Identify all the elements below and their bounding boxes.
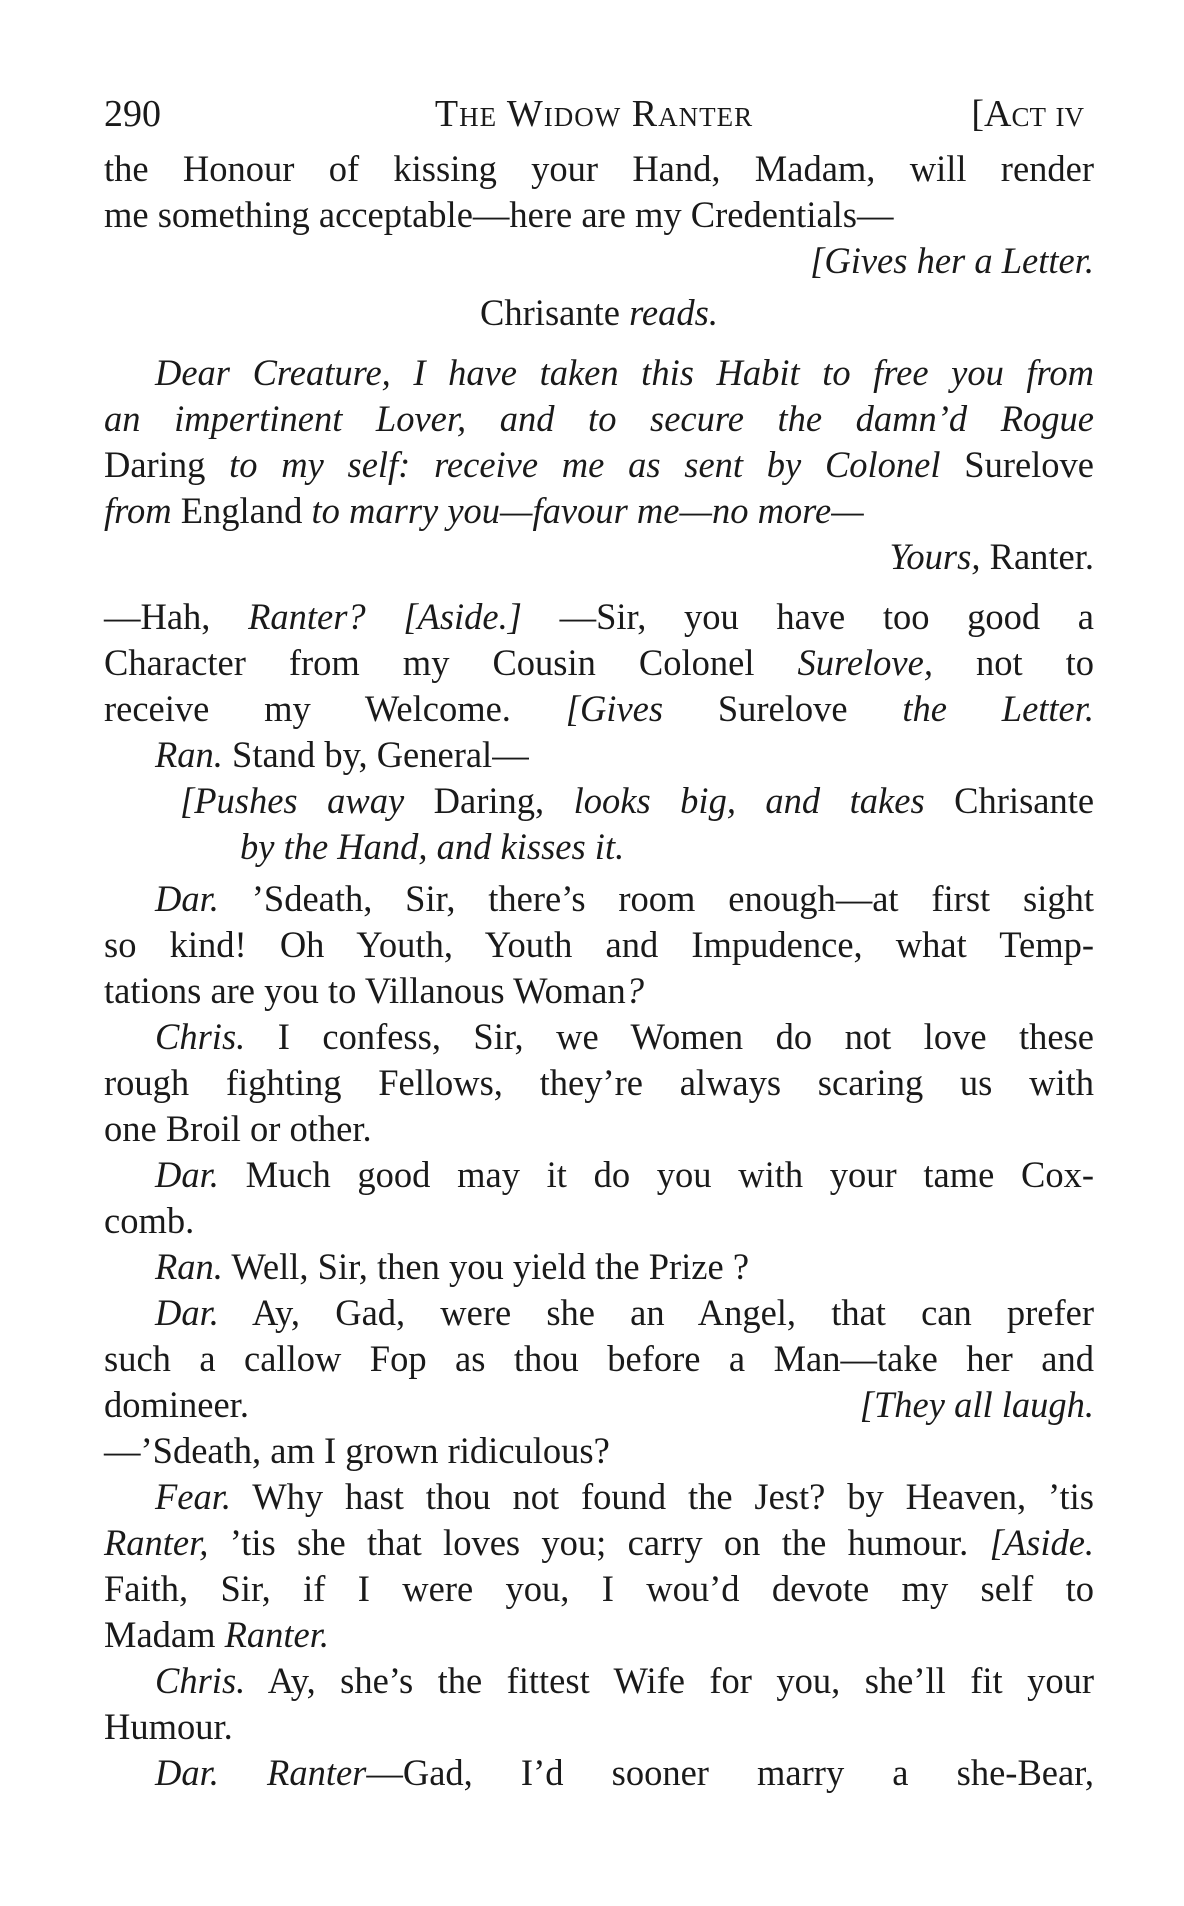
text-line: rough fighting Fellows, they’re always scaring us with <box>104 1062 1094 1103</box>
text-line: tations are you to Villanous Woman? <box>104 970 644 1011</box>
text-line: the Honour of kissing your Hand, Madam, will render <box>104 148 1094 189</box>
text-line: Character from my Cousin Colonel Surelove, not to <box>104 642 1095 683</box>
letter-line: Daring to my self: receive me as sent by Colonel Surelove <box>104 444 1095 485</box>
stage-direction: Chrisante reads. <box>480 292 718 333</box>
speech-line: Dar. Much good may it do you with your tame Cox- <box>155 1154 1094 1195</box>
letter-line: an impertinent Lover, and to secure the damn’d Rogue <box>104 398 1094 439</box>
running-title: The Widow Ranter <box>434 93 754 135</box>
stage-direction: by the Hand, and kisses it. <box>240 826 625 867</box>
text-line: —Hah, Ranter? [Aside.] —Sir, you have too good a <box>104 596 1095 637</box>
text-line: Humour. <box>104 1706 233 1747</box>
page-number: 290 <box>104 93 161 135</box>
text-line: —’Sdeath, am I grown ridiculous? <box>104 1430 610 1471</box>
speech-line: Chris. I confess, Sir, we Women do not love these <box>155 1016 1094 1057</box>
text-line: such a callow Fop as thou before a Man—take her and <box>104 1338 1094 1379</box>
text-line: receive my Welcome. [Gives Surelove the Letter. <box>104 688 1095 729</box>
speech-line: Dar. Ranter—Gad, I’d sooner marry a she-Bear, <box>155 1752 1095 1793</box>
text-line: domineer. [They all laugh. <box>104 1384 1094 1425</box>
text-line: me something acceptable—here are my Credentials— <box>104 194 894 235</box>
speech-line: Dar. Ay, Gad, were she an Angel, that can prefer <box>155 1292 1094 1333</box>
letter-signature: Yours, Ranter. <box>889 536 1094 577</box>
text-line: Ranter, ’tis she that loves you; carry on the humour. [Aside. <box>104 1522 1095 1563</box>
text-line: Madam Ranter. <box>104 1614 330 1655</box>
speech-line: Dar. ’Sdeath, Sir, there’s room enough—at first sight <box>155 878 1094 919</box>
speech-line: Ran. Stand by, General— <box>155 734 529 775</box>
text-line: one Broil or other. <box>104 1108 372 1149</box>
act-label: [Act iv <box>971 93 1084 135</box>
speech-line: Chris. Ay, she’s the fittest Wife for you, she’ll fit your <box>155 1660 1094 1701</box>
stage-direction: [Gives her a Letter. <box>810 240 1094 281</box>
page-header <box>104 92 1084 144</box>
text-line: Faith, Sir, if I were you, I wou’d devote my self to <box>104 1568 1094 1609</box>
text-line: comb. <box>104 1200 195 1241</box>
text-line: so kind! Oh Youth, Youth and Impudence, what Temp- <box>104 924 1094 965</box>
letter-line: Dear Creature, I have taken this Habit to free you from <box>155 352 1094 393</box>
speech-line: Ran. Well, Sir, then you yield the Prize ? <box>155 1246 750 1287</box>
stage-direction: [Pushes away Daring, looks big, and takes Chrisante <box>180 780 1095 821</box>
letter-line: from England to marry you—favour me—no more— <box>104 490 864 531</box>
speech-line: Fear. Why hast thou not found the Jest? by Heaven, ’tis <box>155 1476 1094 1517</box>
